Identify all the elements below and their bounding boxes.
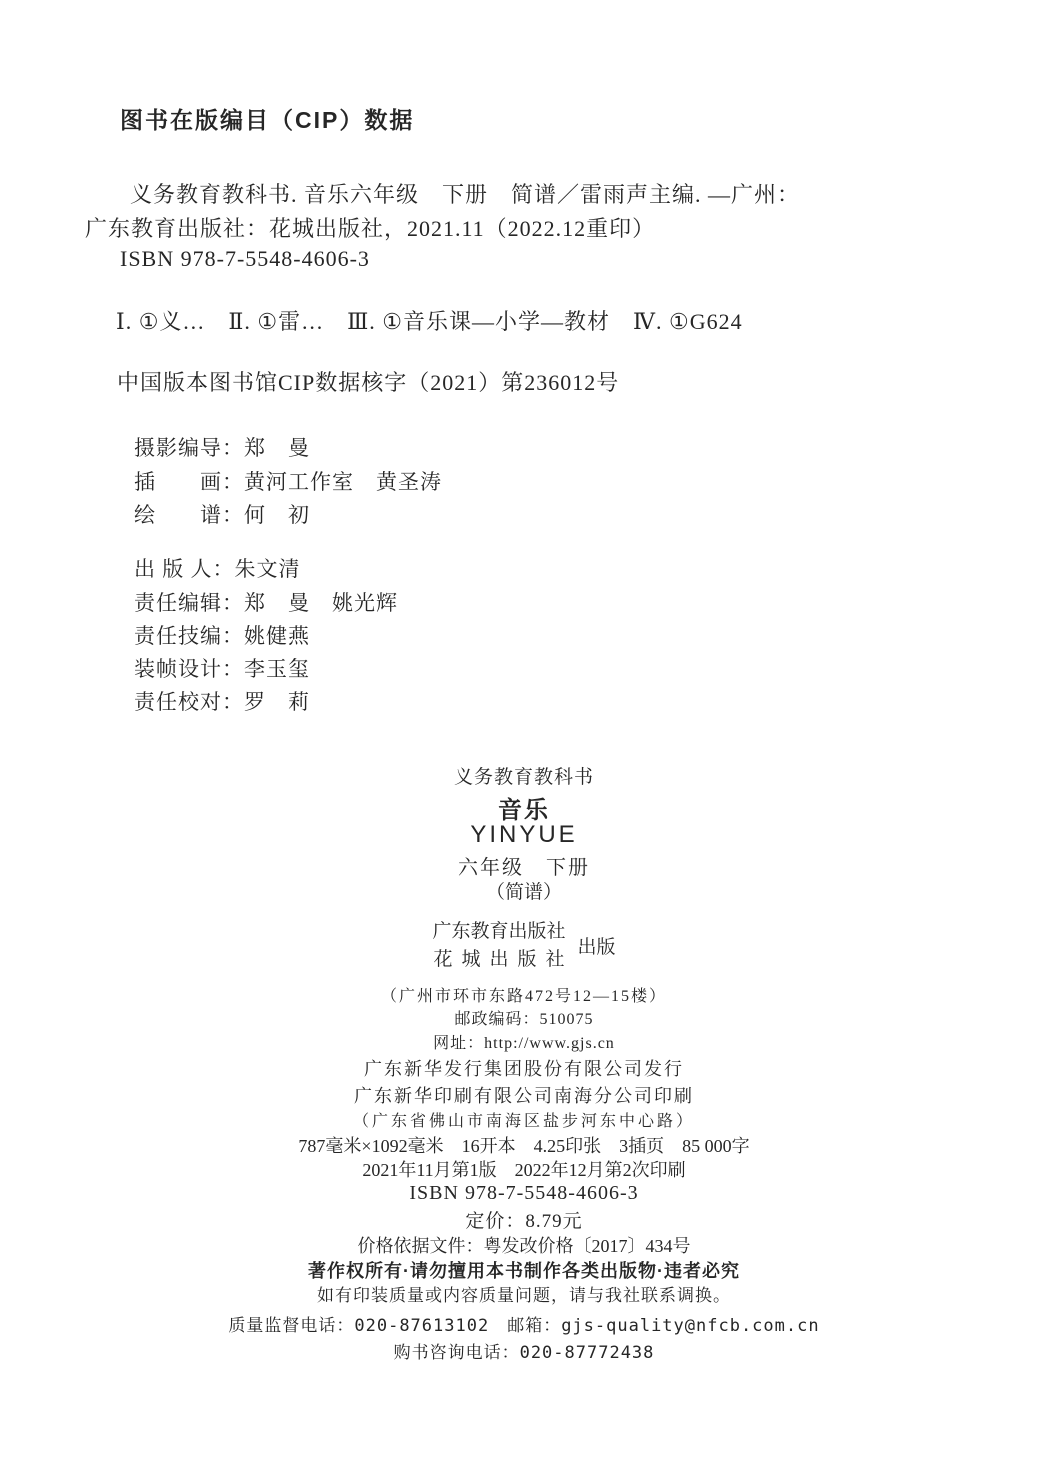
- isbn-line-bottom: ISBN 978-7-5548-4606-3: [409, 1182, 639, 1204]
- book-series-name: 义务教育教科书: [453, 767, 594, 788]
- staff-row-technical-editor: [134, 620, 310, 650]
- distributor-line: 广东新华发行集团股份有限公司发行: [364, 1059, 684, 1079]
- cip-description-line-2: 广东教育出版社：花城出版社，2021.11（2022.12重印）: [85, 216, 656, 241]
- credit-value: 何 初: [244, 503, 310, 527]
- publisher-names: [432, 918, 574, 974]
- staff-row-designer: [134, 653, 310, 683]
- cip-record-number: 中国版本图书馆CIP数据核字（2021）第236012号: [117, 370, 620, 395]
- staff-value: 姚健燕: [244, 624, 310, 648]
- staff-label: 责任编辑：: [134, 591, 244, 615]
- book-notation-type: （简谱）: [485, 882, 562, 903]
- book-grade-volume: 六年级 下册: [458, 857, 590, 879]
- credit-value: 黄河工作室 黄圣涛: [244, 470, 442, 494]
- printer-line: 广东新华印刷有限公司南海分公司印刷: [354, 1086, 694, 1106]
- staff-row-proofreader: [134, 686, 310, 716]
- copyright-notice: 著作权所有·请勿擅用本书制作各类出版物·违者必究: [308, 1261, 740, 1281]
- print-format-line: 787毫米×1092毫米 16开本 4.25印张 3插页 85 000字: [298, 1136, 750, 1156]
- credit-label: 摄影编导：: [134, 436, 244, 460]
- credit-label: 插 画：: [134, 470, 244, 494]
- price-basis-line: 价格依据文件：粤发改价格〔2017〕434号: [357, 1236, 691, 1256]
- staff-label: 出 版 人：: [134, 557, 235, 581]
- printer-address: （广东省佛山市南海区盐步河东中心路）: [352, 1113, 695, 1130]
- publisher-huacheng: 花城出版社: [433, 949, 574, 970]
- quality-exchange-note: 如有印装质量或内容质量问题，请与我社联系调换。: [317, 1286, 731, 1305]
- purchase-contact-line: 购书咨询电话：020-87772438: [393, 1343, 655, 1363]
- publisher-imprint-group: [0, 918, 1048, 974]
- staff-label: 责任校对：: [134, 690, 244, 714]
- publisher-guangdong-education: 广东教育出版社: [432, 921, 566, 942]
- book-title-pinyin: YINYUE: [470, 821, 578, 848]
- staff-value: 郑 曼 姚光辉: [244, 591, 398, 615]
- credit-label: 绘 谱：: [134, 503, 244, 527]
- publish-word: 出版: [577, 936, 616, 958]
- cip-classification-line: Ⅰ. ①义… Ⅱ. ①雷… Ⅲ. ①音乐课—小学—教材 Ⅳ. ①G624: [116, 309, 743, 334]
- credit-row-photography: [134, 432, 310, 462]
- quality-contact-line: 质量监督电话：020-87613102 邮箱：gjs-quality@nfcb.com.cn: [228, 1316, 820, 1336]
- publisher-website: 网址：http://www.gjs.cn: [433, 1035, 615, 1052]
- price-line: 定价：8.79元: [465, 1211, 583, 1232]
- staff-row-publisher-person: [134, 553, 301, 583]
- cip-heading: 图书在版编目（CIP）数据: [120, 107, 415, 133]
- isbn-line-top: ISBN 978-7-5548-4606-3: [120, 246, 370, 271]
- staff-label: 装帧设计：: [134, 657, 244, 681]
- publisher-address: （广州市环市东路472号12—15楼）: [380, 988, 667, 1005]
- edition-line: 2021年11月第1版 2022年12月第2次印刷: [362, 1160, 686, 1180]
- staff-value: 李玉玺: [244, 657, 310, 681]
- staff-value: 罗 莉: [244, 690, 310, 714]
- staff-label: 责任技编：: [134, 624, 244, 648]
- staff-value: 朱文清: [234, 557, 301, 581]
- staff-row-editor: [134, 587, 398, 617]
- book-title: 音乐: [498, 797, 550, 824]
- postal-code: 邮政编码：510075: [454, 1011, 594, 1028]
- cip-description-line-1: 义务教育教科书. 音乐六年级 下册 简谱／雷雨声主编. —广州：: [130, 182, 801, 207]
- credit-row-notation: [134, 499, 310, 529]
- credit-row-illustration: [134, 466, 442, 496]
- credit-value: 郑 曼: [244, 436, 310, 460]
